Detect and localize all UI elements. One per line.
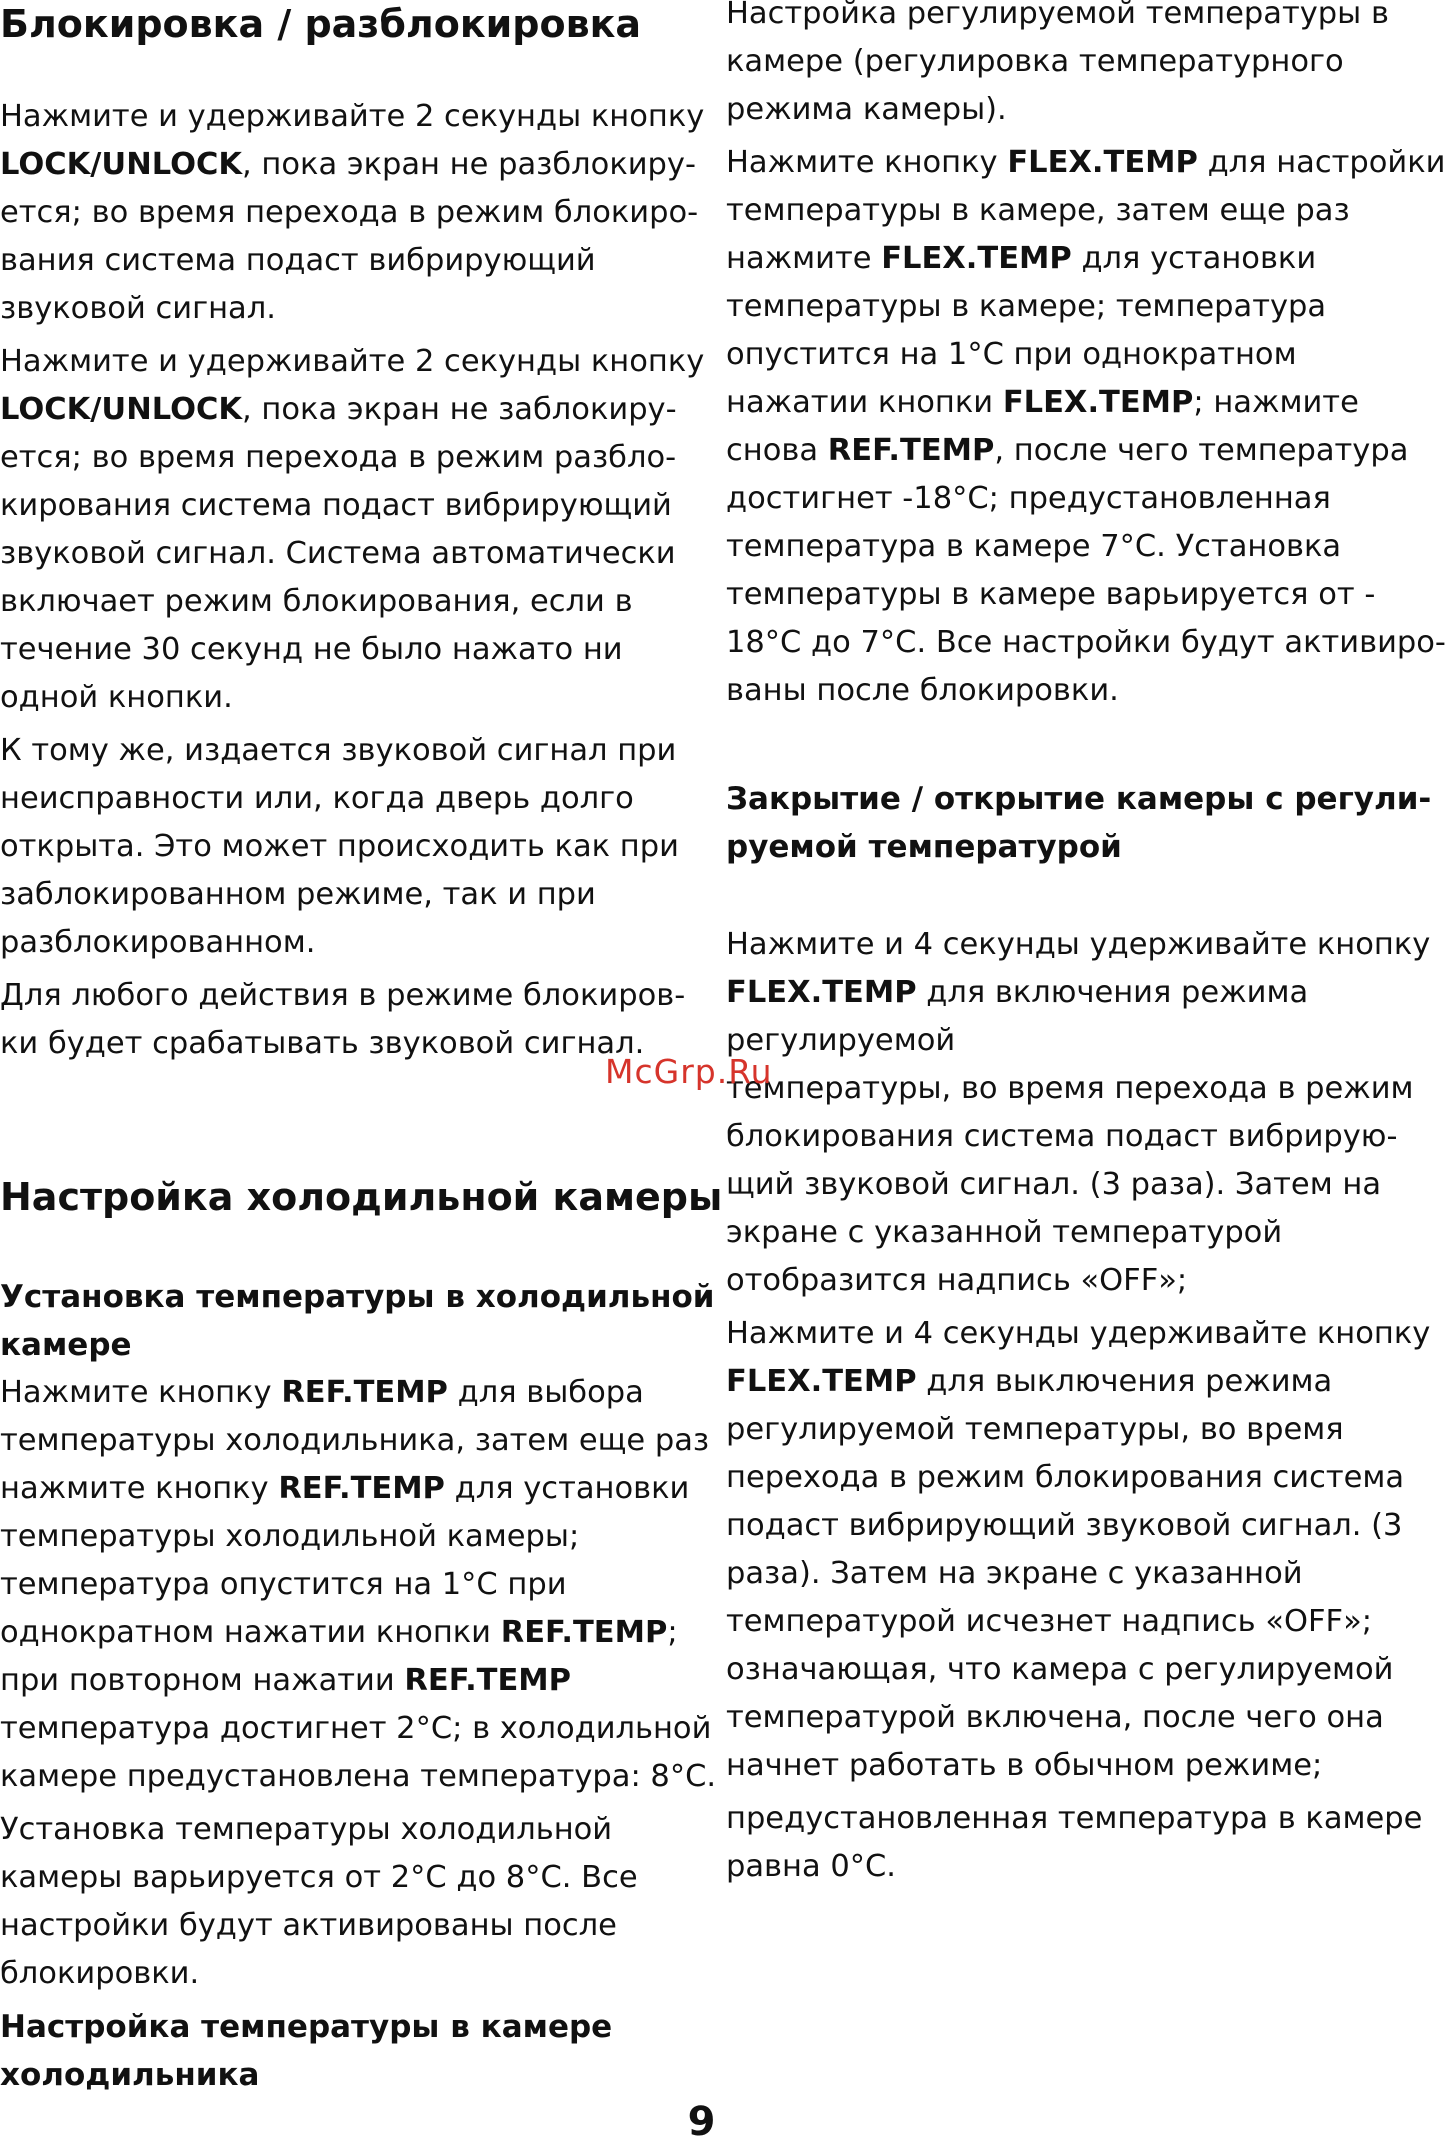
- lock-paragraph-3: К тому же, издается звуковой сигнал при неисправности или, когда дверь долго открыта. Это может происходить как при заблокированном режиме, так и при разблокированном.: [0, 733, 679, 960]
- flex-temp-button-label: FLEX.TEMP: [726, 1364, 917, 1399]
- flex-temp-button-label: FLEX.TEMP: [726, 975, 917, 1010]
- fridge-paragraph-1: Нажмите кнопку REF.TEMP для выбора температуры холодильника, затем еще раз нажмите кнопку REF.TEMP для установки температуры холодильной камеры; температура опустится на 1°C при однократном нажатии кнопки REF.TEMP; при повторном нажатии REF.TEMP температура достигнет 2°C; в холодильной камере предустановлена температура: 8°C.: [0, 1375, 717, 1794]
- fridge-subheading-set-temp: Установка температуры в холодильной камере: [0, 1279, 715, 1363]
- lock-paragraph-4: Для любого действия в режиме блокиров- ки будет срабатывать звуковой сигнал.: [0, 978, 686, 1061]
- flex-paragraph-intro: Настройка регулируемой температуры в камере (регулировка температурного режима камеры).: [726, 0, 1389, 127]
- fridge-subheading-chamber-temp: Настройка температуры в камере холодильника: [0, 2009, 613, 2093]
- watermark-logo: McGrp.Ru: [605, 1052, 773, 1091]
- fridge-paragraph-2: Установка температуры холодильной камеры варьируется от 2°C до 8°C. Все настройки будут активированы после блокировки.: [0, 1812, 638, 1991]
- lock-section-heading: Блокировка / разблокировка: [0, 2, 642, 46]
- flex-temp-button-label: FLEX.TEMP: [1002, 385, 1194, 420]
- flex-paragraph-4: предустановленная температура в камере равна 0°C.: [726, 1801, 1423, 1884]
- ref-temp-button-label: REF.TEMP: [500, 1615, 668, 1650]
- lock-paragraph-1: Нажмите и удерживайте 2 секунды кнопку LOCK/UNLOCK, пока экран не разблокиру- ется; во время перехода в режим блокиро- вания система подаст вибрирующий звуковой сигнал.: [0, 99, 705, 326]
- lock-unlock-button-label: LOCK/UNLOCK: [0, 392, 243, 427]
- lock-unlock-button-label: LOCK/UNLOCK: [0, 147, 243, 182]
- ref-temp-button-label: REF.TEMP: [278, 1471, 445, 1506]
- flex-paragraph-3: Нажмите и 4 секунды удерживайте кнопку FLEX.TEMP для выключения режима регулируемой температуры, во время перехода в режим блокирования система подаст вибрирующий звуковой сигнал. (3 раза). Затем на экране с указанной температурой исчезнет надпись «OFF»; означающая, что камера с регулируемой температурой включена, после чего она начнет работать в обычном режиме;: [726, 1316, 1431, 1783]
- left-column: [0, 0, 723, 2099]
- flex-paragraph-1: Нажмите кнопку FLEX.TEMP для настройки температуры в камере, затем еще раз нажмите FLEX.TEMP для установки температуры в камере; температура опустится на 1°C при однократном нажатии кнопки FLEX.TEMP; нажмите снова REF.TEMP, после чего температура достигнет -18°C; предустановленная температура в камере 7°C. Установка температуры в камере варьируется от - 18°C до 7°C. Все настройки будут активиро- ваны после блокировки.: [726, 145, 1446, 708]
- flex-temp-button-label: FLEX.TEMP: [881, 241, 1072, 276]
- flex-temp-button-label: FLEX.TEMP: [1007, 145, 1198, 180]
- flex-paragraph-2: Нажмите и 4 секунды удерживайте кнопку FLEX.TEMP для включения режима регулируемой температуры, во время перехода в режим блокирования система подаст вибрирую- щий звуковой сигнал. (3 раза). Затем на экране с указанной температурой отобразится надпись «OFF»;: [726, 927, 1431, 1298]
- page-number: 9: [687, 2099, 716, 2145]
- ref-temp-button-label: REF.TEMP: [404, 1663, 572, 1698]
- ref-temp-button-label: REF.TEMP: [827, 433, 995, 468]
- flex-section-heading: Закрытие / открытие камеры с регули- руемой температурой: [726, 781, 1432, 865]
- right-column: [726, 0, 1446, 1896]
- lock-paragraph-2: Нажмите и удерживайте 2 секунды кнопку LOCK/UNLOCK, пока экран не заблокиру- ется; во время перехода в режим разбло- кирования система подаст вибрирующий звуковой сигнал. Система автоматически включает режим блокирования, если в течение 30 секунд не было нажато ни одной кнопки.: [0, 344, 705, 715]
- fridge-section-heading: Настройка холодильной камеры: [0, 1175, 723, 1219]
- ref-temp-button-label: REF.TEMP: [281, 1375, 448, 1410]
